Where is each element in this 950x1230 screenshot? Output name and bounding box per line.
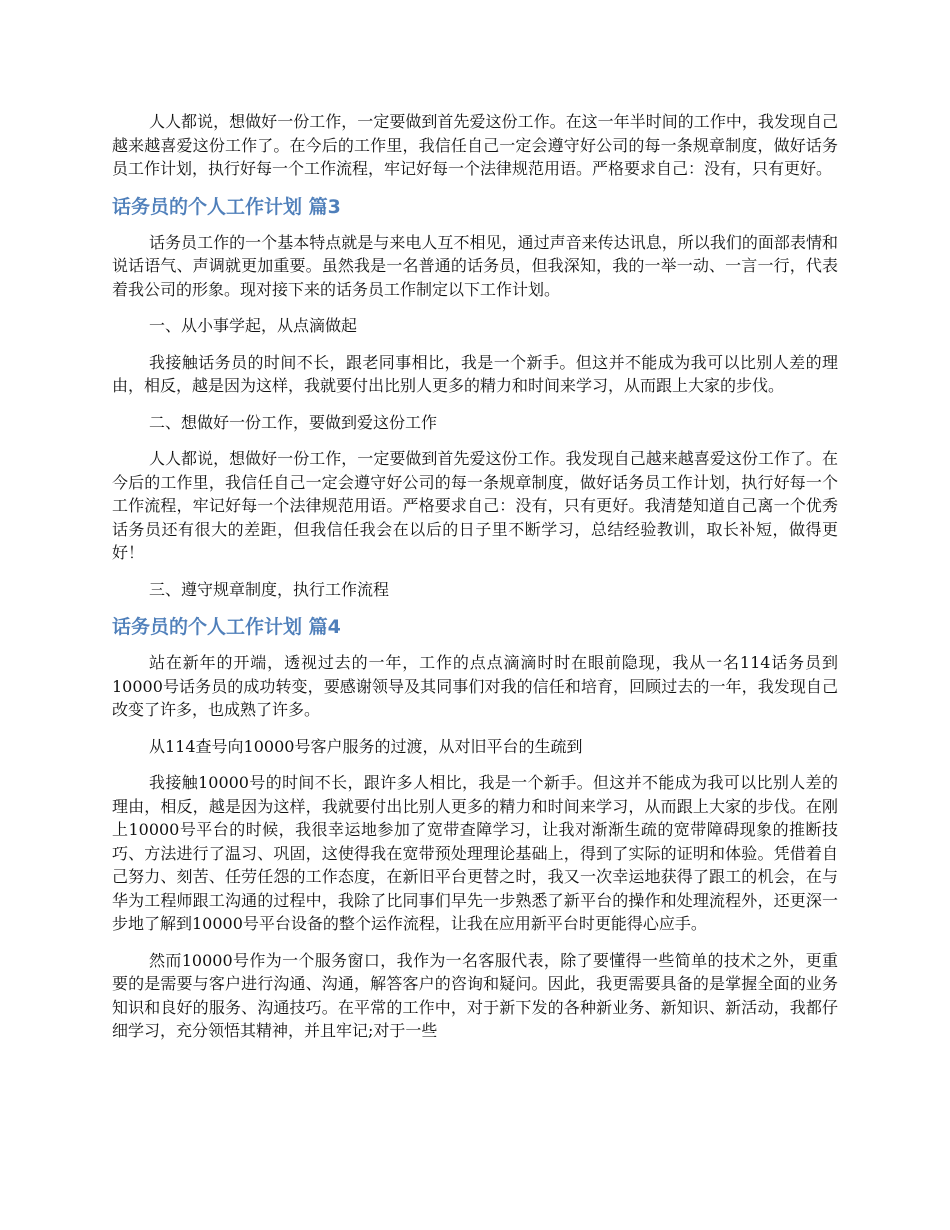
- paragraph-s4-intro: 站在新年的开端，透视过去的一年，工作的点点滴滴时时在眼前隐现，我从一名114话务员到10000号话务员的成功转变，要感谢领导及其同事们对我的信任和培育，回顾过去的一年，我发现自己改变了许多，也成熟了许多。: [112, 653, 838, 719]
- document-page: [112, 110, 838, 1056]
- section-heading-3: 话务员的个人工作计划 篇3: [112, 195, 341, 218]
- section-heading-4: 话务员的个人工作计划 篇4: [112, 616, 341, 638]
- paragraph-s3-2: 人人都说，想做好一份工作，一定要做到首先爱这份工作。我发现自己越来越喜爱这份工作了。在今后的工作里，我信任自己一定会遵守好公司的每一条规章制度，做好话务员工作计划，执行好每一个工作流程，牢记好每一个法律规范用语。严格要求自己：没有，只有更好。我清楚知道自己离一个优秀话务员还有很大的差距，但我信任我会在以后的日子里不断学习，总结经验教训，取长补短，做得更好！: [112, 449, 838, 562]
- paragraph-s4-body-2: 然而10000号作为一个服务窗口，我作为一名客服代表，除了要懂得一些简单的技术之外，更重要的是需要与客户进行沟通、沟通，解答客户的咨询和疑问。因此，我更需要具备的是掌握全面的业务知识和良好的服务、沟通技巧。在平常的工作中，对于新下发的各种新业务、新知识、新活动，我都仔细学习，充分领悟其精神，并且牢记;对于一些: [112, 950, 838, 1040]
- paragraph-s4-body-1: 我接触10000号的时间不长，跟许多人相比，我是一个新手。但这并不能成为我可以比别人差的理由，相反，越是因为这样，我就要付出比别人更多的精力和时间来学习，从而跟上大家的步伐。在刚上10000号平台的时候，我很幸运地参加了宽带查障学习，让我对渐渐生疏的宽带障碍现象的推断技巧、方法进行了温习、巩固，这使得我在宽带预处理理论基础上，得到了实际的证明和体验。凭借着自己努力、刻苦、任劳任怨的工作态度，在新旧平台更替之时，我又一次幸运地获得了跟工的机会，在与华为工程师跟工沟通的过程中，我除了比同事们早先一步熟悉了新平台的操作和处理流程外，还更深一步地了解到10000号平台设备的整个运作流程，让我在应用新平台时更能得心应手。: [112, 773, 838, 933]
- subheading-s3-3: 三、遵守规章制度，执行工作流程: [149, 579, 390, 599]
- subheading-s3-2: 二、想做好一份工作，要做到爱这份工作: [149, 412, 438, 432]
- paragraph-s3-intro: 话务员工作的一个基本特点就是与来电人互不相见，通过声音来传达讯息，所以我们的面部表情和说话语气、声调就更加重要。虽然我是一名普通的话务员，但我深知，我的一举一动、一言一行，代表着我公司的形象。现对接下来的话务员工作制定以下工作计划。: [112, 232, 838, 299]
- subheading-s3-1: 一、从小事学起，从点滴做起: [149, 316, 358, 335]
- paragraph-s4-transition: 从114查号向10000号客户服务的过渡，从对旧平台的生疏到: [149, 736, 583, 756]
- paragraph-intro: 人人都说，想做好一份工作，一定要做到首先爱这份工作。在这一年半时间的工作中，我发现自己越来越喜爱这份工作了。在今后的工作里，我信任自己一定会遵守好公司的每一条规章制度，做好话务员工作计划，执行好每一个工作流程，牢记好每一个法律规范用语。严格要求自己：没有，只有更好。: [112, 112, 838, 178]
- paragraph-s3-1: 我接触话务员的时间不长，跟老同事相比，我是一个新手。但这并不能成为我可以比别人差的理由，相反，越是因为这样，我就要付出比别人更多的精力和时间来学习，从而跟上大家的步伐。: [112, 352, 838, 395]
